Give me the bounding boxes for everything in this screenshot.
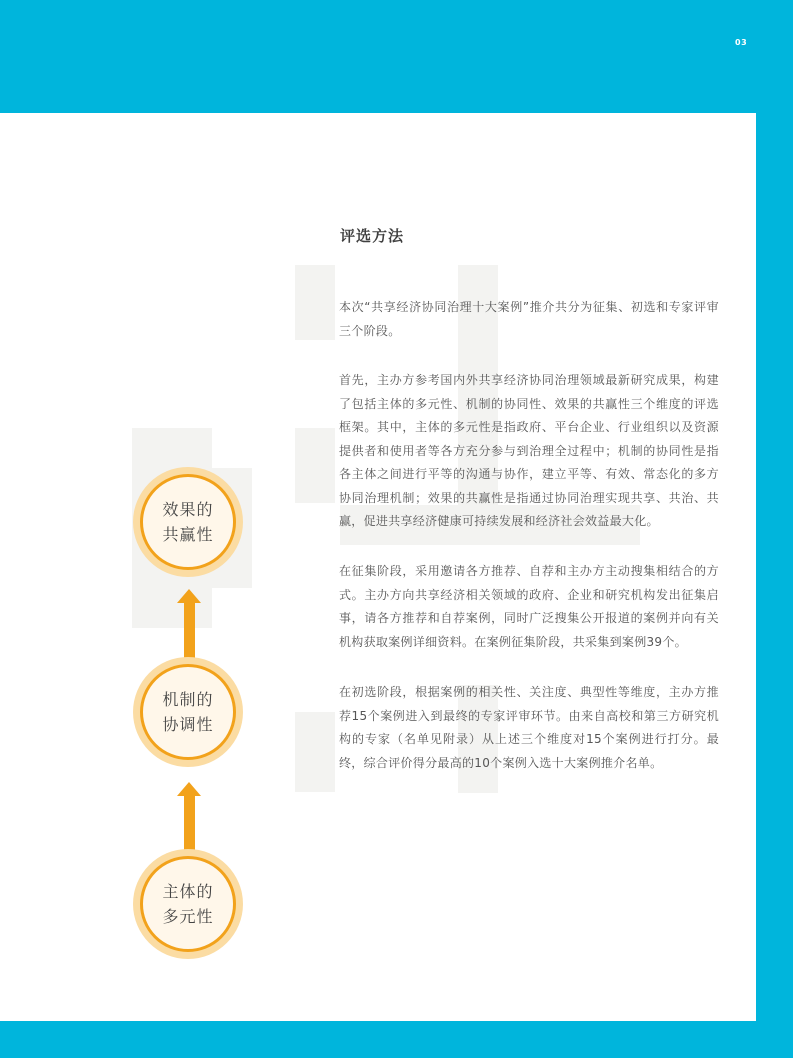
paragraph-framework: 首先，主办方参考国内外共享经济协同治理领域最新研究成果，构建了包括主体的多元性、机制的协同性、效果的共赢性三个维度的评选框架。其中，主体的多元性是指政府、平台企业、行业组织以及资源提供者和使用者等各方充分参与到治理全过程中；机制的协同性是指各主体之间进行平等的沟通与协作，建立平等、有效、常态化的多方协同治理机制；效果的共赢性是指通过协同治理实现共享、共治、共赢，促进共享经济健康可持续发展和经济社会效益最大化。 — [339, 373, 719, 528]
arrow-up-icon — [177, 782, 201, 796]
node-label-line2: 协调性 — [162, 715, 214, 734]
paragraph-collection: 在征集阶段，采用邀请各方推荐、自荐和主办方主动搜集相结合的方式。主办方向共享经济相关领域的政府、企业和研究机构发出征集启事，请各方推荐和自荐案例，同时广泛搜集公开报道的案例并向有关机构获取案例详细资料。在案例征集阶段，共采集到案例39个。 — [339, 564, 719, 649]
node-subject-diversity — [133, 849, 243, 959]
arrow-shaft — [184, 795, 195, 850]
section-title: 评选方法 — [340, 227, 405, 245]
arrow-up-icon — [177, 589, 201, 603]
right-edge-band — [756, 0, 793, 1058]
header-band — [0, 0, 793, 113]
node-label-line1: 主体的 — [162, 882, 214, 901]
node-effect-win-win — [133, 467, 243, 577]
node-label-line2: 多元性 — [162, 907, 214, 926]
watermark-block — [295, 428, 335, 503]
paragraph-preselection: 在初选阶段，根据案例的相关性、关注度、典型性等维度，主办方推荐15个案例进入到最终的专家评审环节。由来自高校和第三方研究机构的专家（名单见附录）从上述三个维度对15个案例进行打分。最终，综合评价得分最高的10个案例入选十大案例推介名单。 — [339, 685, 719, 770]
watermark-block — [295, 712, 335, 792]
footer-band — [0, 1021, 793, 1058]
paragraph-intro: 本次“共享经济协同治理十大案例”推介共分为征集、初选和专家评审三个阶段。 — [339, 300, 719, 338]
node-label-line1: 机制的 — [162, 690, 214, 709]
page-number: 03 — [735, 38, 748, 47]
node-mechanism-coordination — [133, 657, 243, 767]
arrow-shaft — [184, 602, 195, 658]
node-label-line2: 共赢性 — [162, 525, 214, 544]
watermark-block — [295, 265, 335, 340]
node-label-line1: 效果的 — [162, 500, 214, 519]
